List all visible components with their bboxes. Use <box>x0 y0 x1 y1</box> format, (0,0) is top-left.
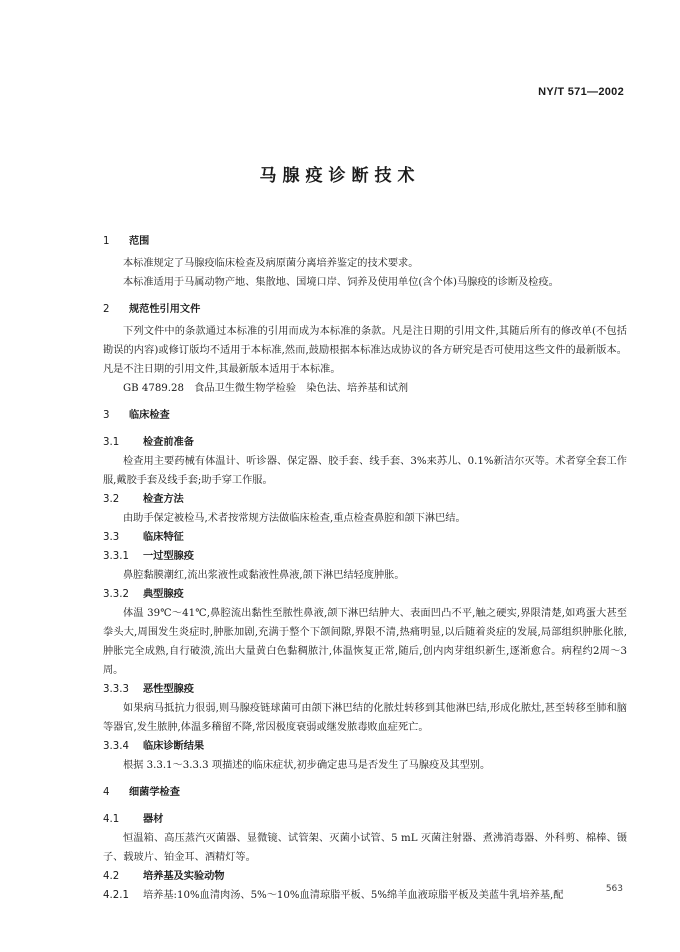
section-number: 4.2.1 <box>103 890 129 901</box>
paragraph: 如果病马抵抗力很弱,则马腺疫链球菌可由颌下淋巴结的化脓灶转移到其他淋巴结,形成化脓灶,甚至转移至肺和脑等器官,发生脓肿,体温多稽留不降,常因极度衰弱或继发脓毒败血症死亡。 <box>103 703 627 733</box>
section-title: 恶性型腺疫 <box>143 684 194 695</box>
section-number: 3.3.2 <box>103 589 129 600</box>
section-title: 临床特征 <box>143 532 184 543</box>
section-number: 3.3.4 <box>103 741 129 752</box>
subsection-heading-4-1 <box>103 810 627 829</box>
subsection-heading-3-3-3 <box>103 680 627 699</box>
subsection-heading-3-1 <box>103 433 627 452</box>
subsection-heading-3-3-1 <box>103 547 627 566</box>
section-number: 3.2 <box>103 494 120 505</box>
section-number: 3.3.1 <box>103 551 129 562</box>
paragraph: 下列文件中的条款通过本标准的引用而成为本标准的条款。凡是注日期的引用文件,其随后所有的修改单(不包括勘误的内容)或修订版均不适用于本标准,然而,鼓励根据本标准达成协议的各方研究是否可使用这些文件的最新版本。凡是不注日期的引用文件,其最新版本适用于本标准。 <box>103 326 627 375</box>
section-title: 范围 <box>129 236 150 247</box>
section-title: 器材 <box>143 814 164 825</box>
paragraph: 本标准规定了马腺疫临床检查及病原菌分离培养鉴定的技术要求。 <box>123 258 419 269</box>
paragraph: 由助手保定被检马,术者按常规方法做临床检查,重点检查鼻腔和颌下淋巴结。 <box>123 513 466 524</box>
subsection-heading-4-2 <box>103 867 627 886</box>
document-title: 马腺疫诊断技术 <box>259 166 421 186</box>
paragraph: 本标准适用于马属动物产地、集散地、国境口岸、饲养及使用单位(含个体)马腺疫的诊断及检疫。 <box>123 277 559 288</box>
subsection-heading-3-2 <box>103 490 627 509</box>
section-number: 4.2 <box>103 871 120 882</box>
section-title: 细菌学检查 <box>129 787 180 798</box>
section-number: 3.3 <box>103 532 120 543</box>
section-number: 4.1 <box>103 814 120 825</box>
section-heading-2 <box>103 300 627 319</box>
section-title: 检查前准备 <box>143 437 194 448</box>
paragraph: 鼻腔黏膜潮红,流出浆液性或黏液性鼻液,颌下淋巴结轻度肿胀。 <box>123 570 405 581</box>
section-number: 1 <box>103 236 110 247</box>
reference-entry: GB 4789.28 食品卫生微生物学检验 染色法、培养基和试剂 <box>123 383 409 394</box>
paragraph: 恒温箱、高压蒸汽灭菌器、显微镜、试管架、灭菌小试管、5 mL 灭菌注射器、煮沸消毒器、外科剪、棉棒、镊子、载玻片、铂金耳、酒精灯等。 <box>103 833 627 863</box>
section-title: 规范性引用文件 <box>129 304 201 315</box>
section-heading-3 <box>103 406 627 425</box>
subsection-heading-3-3-4 <box>103 737 627 756</box>
section-title: 检查方法 <box>143 494 184 505</box>
section-number: 3.1 <box>103 437 120 448</box>
subsection-4-2-1 <box>103 886 627 905</box>
section-number: 2 <box>103 304 110 315</box>
section-title: 典型腺疫 <box>143 589 184 600</box>
paragraph: 检查用主要药械有体温计、听诊器、保定器、胶手套、线手套、3%来苏儿、0.1%新洁尔灭等。术者穿全套工作服,戴胶手套及线手套;助手穿工作服。 <box>103 456 627 486</box>
standard-code: NY/T 571—2002 <box>538 86 624 98</box>
subsection-heading-3-3-2 <box>103 585 627 604</box>
section-title: 临床诊断结果 <box>143 741 205 752</box>
section-heading-4 <box>103 783 627 802</box>
section-title: 一过型腺疫 <box>143 551 194 562</box>
section-title: 临床检查 <box>129 410 170 421</box>
paragraph: 培养基:10%血清肉汤、5%～10%血清琼脂平板、5%绵羊血液琼脂平板及美蓝牛乳培养基,配 <box>143 890 564 901</box>
section-title: 培养基及实验动物 <box>143 871 225 882</box>
section-heading-1 <box>103 232 627 251</box>
section-number: 3.3.3 <box>103 684 129 695</box>
document-body <box>103 232 627 905</box>
section-number: 3 <box>103 410 110 421</box>
paragraph: 根据 3.3.1～3.3.3 项描述的临床症状,初步确定患马是否发生了马腺疫及其型别。 <box>123 760 491 771</box>
page-number: 563 <box>605 884 623 894</box>
paragraph: 体温 39℃～41℃,鼻腔流出黏性至脓性鼻液,颌下淋巴结肿大、表面凹凸不平,触之硬实,界限清楚,如鸡蛋大甚至拳头大,周围发生炎症时,肿胀加剧,充满于整个下颌间隙,界限不清,热痛明显,以后随着炎症的发展,局部组织肿胀化脓,肿胀完全成熟,自行破溃,流出大量黄白色黏稠脓汁,体温恢复正常,随后,创内肉芽组织新生,逐渐愈合。病程约2周～3周。 <box>103 608 627 676</box>
section-number: 4 <box>103 787 110 798</box>
subsection-heading-3-3 <box>103 528 627 547</box>
